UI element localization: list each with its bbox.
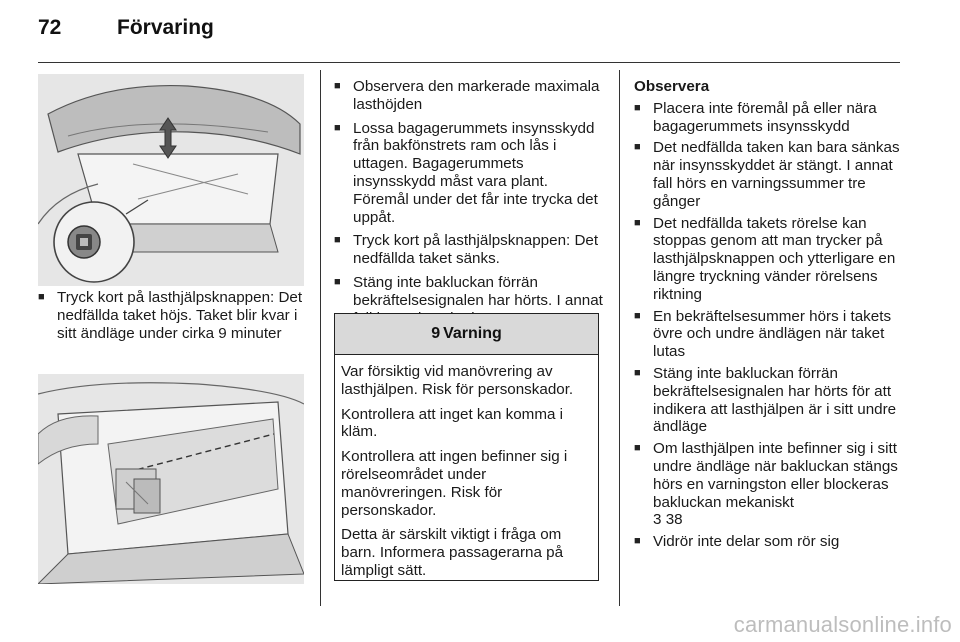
list-item: ■ Stäng inte bakluckan förrän bekräftelsesignalen har hörts. I annat	[334, 274, 606, 327]
illustration-roof-lift	[38, 74, 304, 286]
list-item: ■ Tryck kort på lasthjälpsknappen: Det nedfällda taket höjs. Taket blir kvar i sitt ändläge under cirka 9 minuter	[38, 289, 308, 342]
warning-header	[335, 314, 598, 355]
list-item: ■ Det nedfällda taken kan bara sänkas när insynsskyddet är stängt. I annat fall hörs en varningssummer tre gånger	[634, 139, 906, 210]
page-ref-link[interactable]: 38	[665, 511, 683, 529]
warning-paragraph: Var försiktig vid manövrering av lasthjälpen. Risk för personskador.	[341, 363, 574, 398]
list-item: ■ Tryck kort på lasthjälpsknappen: Det nedfällda taket sänks.	[334, 232, 606, 268]
note-heading: Observera	[634, 78, 710, 95]
warning-paragraph: Kontrollera att inget kan komma i kläm.	[341, 405, 564, 441]
list-item: ■ En bekräftelsesummer hörs i takets övre och undre ändlägen när taket lutas	[634, 308, 906, 361]
page-number: 72	[38, 16, 62, 39]
page-title: Förvaring	[117, 16, 214, 39]
list-item: ■ Stäng inte bakluckan förrän bekräftelsesignalen har hörts för att indikera att lasthjälpen är i sitt undre ändläge	[634, 365, 906, 436]
column-divider-2	[619, 70, 620, 606]
warning-title: Varning	[443, 325, 502, 342]
column-divider-1	[320, 70, 321, 606]
warning-paragraph: Kontrollera att ingen befinner sig i rörelseområdet under manövreringen. Risk för personskador.	[341, 448, 568, 519]
header-divider	[38, 62, 900, 63]
list-item: ■ Det nedfällda takets rörelse kan stoppas genom att man trycker på lasthjälpsknappen och ytterligare en längre tryckning vänder rörelsens riktning	[634, 215, 906, 304]
list-item-text: Om lasthjälpen inte befinner sig i sitt undre ändläge när bakluckan stängs hörs en varningston eller blockeras bakluckan mekaniskt	[653, 440, 898, 511]
warning-icon: 9	[431, 325, 441, 342]
warning-paragraph: Detta är särskilt viktigt i fråga om barn. Informera passagerarna på lämpligt sätt.	[341, 526, 564, 579]
list-item: ■ Vidrör inte delar som rör sig	[634, 533, 906, 551]
page-ref-arrow-icon: 3	[653, 511, 662, 529]
illustration-max-load-height	[38, 374, 304, 584]
list-item: ■ Placera inte föremål på eller nära bagagerummets insynsskydd	[634, 100, 906, 136]
list-item	[634, 440, 906, 529]
list-item: ■ Lossa bagagerummets insynsskydd från bakfönstrets ram och lås i uttagen. Bagagerummets insynsskydd måst vara plant. Föremål under det får inte trycka det uppåt.	[334, 120, 606, 227]
watermark: carmanualsonline.info	[733, 612, 952, 637]
warning-box	[334, 313, 599, 581]
list-item: ■ Observera den markerade maximala lasthöjden	[334, 78, 606, 114]
